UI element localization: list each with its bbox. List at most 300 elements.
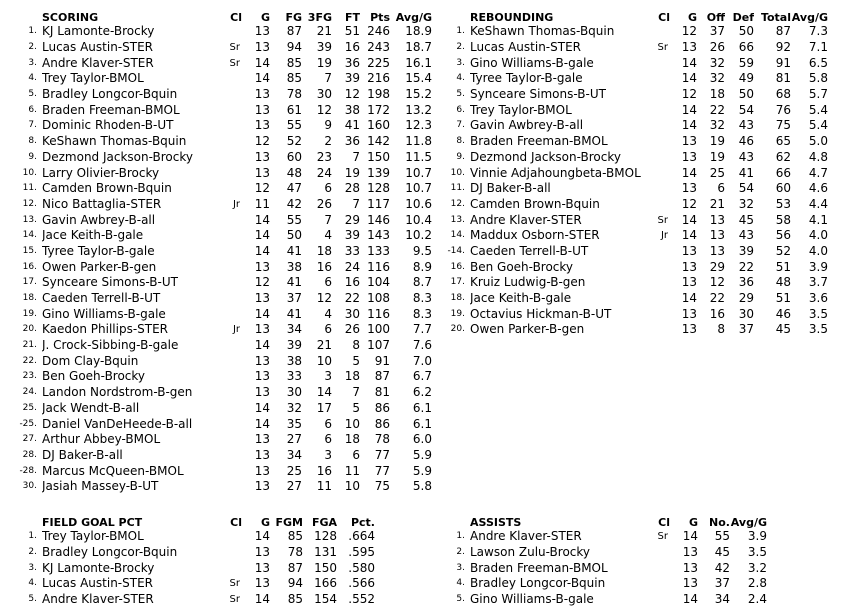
- stat-value: 55: [286, 118, 302, 133]
- stat-value: 43: [738, 118, 754, 133]
- player-name: Octavius Hickman-B-UT: [470, 306, 612, 321]
- class-year: Jr: [232, 198, 240, 210]
- table-row: [436, 275, 828, 291]
- player-name: Camden Brown-Bquin: [470, 196, 600, 211]
- stat-value: 19: [709, 134, 725, 149]
- class-year: [222, 479, 242, 495]
- class-year: [222, 118, 242, 134]
- stat-value: 7.3: [808, 24, 828, 39]
- stat-value: 5: [352, 353, 360, 368]
- rank: 3.: [28, 57, 37, 68]
- stat-value: 216: [367, 71, 390, 86]
- player-name: Vinnie Adjahoungbeta-BMOL: [470, 165, 641, 180]
- stat-value: 21: [316, 338, 332, 353]
- stat-value: 5.4: [808, 118, 828, 133]
- stat-value: 133: [367, 243, 390, 258]
- stat-value: 128: [367, 181, 390, 196]
- stat-value: 56: [775, 228, 791, 243]
- player-name: Gino Williams-B-gale: [470, 55, 594, 70]
- rebounding-table: [436, 8, 828, 338]
- stat-value: 5: [352, 400, 360, 415]
- stat-value: 4.4: [808, 196, 828, 211]
- rank: 3.: [456, 57, 465, 68]
- stat-value: 13: [681, 275, 697, 290]
- stat-value: 150: [314, 560, 337, 575]
- stat-value: 55: [714, 529, 730, 544]
- stat-value: 12: [316, 291, 332, 306]
- stat-value: 29: [344, 212, 360, 227]
- stat-value: 13: [682, 545, 698, 560]
- rank: 12.: [22, 198, 37, 209]
- table-row: [0, 416, 432, 432]
- stat-value: .664: [348, 529, 375, 544]
- stat-value: 54: [738, 181, 754, 196]
- rank: 10.: [22, 167, 37, 178]
- stat-value: 139: [367, 165, 390, 180]
- column-header: Def: [732, 11, 754, 24]
- stat-value: 18: [344, 369, 360, 384]
- table-row: [0, 448, 432, 464]
- stat-value: 32: [709, 71, 725, 86]
- stat-value: 22: [344, 291, 360, 306]
- column-header: FT: [344, 11, 360, 24]
- player-name: Landon Nordstrom-B-gen: [42, 385, 193, 400]
- stat-value: 6: [324, 275, 332, 290]
- player-name: Andre Klaver-STER: [470, 212, 582, 227]
- stat-value: 13: [682, 576, 698, 591]
- table-row: [436, 244, 828, 260]
- player-name: Gino Williams-B-gale: [470, 592, 594, 607]
- stat-value: 86: [374, 416, 390, 431]
- player-name: Kaedon Phillips-STER: [42, 322, 169, 337]
- player-name: Camden Brown-Bquin: [42, 181, 172, 196]
- stat-value: 16: [344, 40, 360, 55]
- stat-value: 46: [775, 306, 791, 321]
- class-year: [650, 24, 670, 40]
- stat-value: 14: [681, 165, 697, 180]
- stat-value: 21: [316, 24, 332, 39]
- player-name: Trey Taylor-BMOL: [470, 102, 572, 117]
- table-row: [0, 71, 432, 87]
- stat-value: 39: [316, 40, 332, 55]
- table-row: [0, 545, 375, 561]
- stat-value: 91: [775, 55, 791, 70]
- rank: -14.: [447, 245, 465, 256]
- stat-value: 7: [324, 71, 332, 86]
- class-year: [222, 338, 242, 354]
- stat-value: 100: [367, 322, 390, 337]
- stat-value: 13: [254, 165, 270, 180]
- class-year: [650, 197, 670, 213]
- stat-value: 7.1: [808, 40, 828, 55]
- stat-value: 7: [352, 196, 360, 211]
- player-name: Andre Klaver-STER: [42, 55, 154, 70]
- rank: 3.: [28, 562, 37, 573]
- stat-value: 2: [324, 134, 332, 149]
- stat-value: 14: [681, 102, 697, 117]
- class-year: [222, 165, 242, 181]
- stat-value: 36: [738, 275, 754, 290]
- table-row: [0, 560, 375, 576]
- player-name: Trey Taylor-BMOL: [42, 529, 144, 544]
- stat-value: 14: [254, 71, 270, 86]
- rank: 15.: [22, 245, 37, 256]
- stat-value: .580: [348, 560, 375, 575]
- rank: 1.: [28, 531, 37, 542]
- player-name: Bradley Longcor-Bquin: [42, 87, 178, 102]
- stat-value: 53: [775, 196, 791, 211]
- stat-value: 117: [367, 196, 390, 211]
- class-year: [650, 275, 670, 291]
- rank: 4.: [28, 73, 37, 84]
- stat-value: 12: [709, 275, 725, 290]
- class-year: [222, 71, 242, 87]
- stat-value: 13: [681, 40, 697, 55]
- stat-value: .566: [348, 576, 375, 591]
- column-header: No.: [709, 516, 730, 529]
- stat-value: 246: [367, 24, 390, 39]
- rank: 6.: [28, 104, 37, 115]
- stat-value: 6: [717, 181, 725, 196]
- scoring-grid: [0, 8, 432, 495]
- stat-value: 3: [324, 369, 332, 384]
- stat-value: 11: [316, 479, 332, 494]
- rank: 5.: [28, 594, 37, 605]
- stat-value: 14: [254, 228, 270, 243]
- class-year: [222, 212, 242, 228]
- stat-value: 81: [374, 385, 390, 400]
- stat-value: 92: [775, 40, 791, 55]
- stat-value: 243: [367, 40, 390, 55]
- stat-value: 4.6: [808, 181, 828, 196]
- stat-value: 3.9: [747, 529, 767, 544]
- stat-value: 48: [775, 275, 791, 290]
- table-row: [436, 118, 828, 134]
- stat-value: .552: [348, 592, 375, 607]
- stat-value: 6: [324, 416, 332, 431]
- stat-value: 13: [709, 228, 725, 243]
- player-name: Maddux Osborn-STER: [470, 228, 600, 243]
- player-name: KeShawn Thomas-Bquin: [470, 24, 615, 39]
- stat-value: 4.8: [808, 149, 828, 164]
- stat-value: 75: [775, 118, 791, 133]
- stat-value: 12: [681, 196, 697, 211]
- rank: 5.: [456, 89, 465, 100]
- player-name: Tyree Taylor-B-gale: [470, 71, 583, 86]
- rank: 24.: [22, 387, 37, 398]
- stat-value: 11: [344, 463, 360, 478]
- stat-value: 3.9: [808, 259, 828, 274]
- class-year: [650, 545, 670, 561]
- header-spacer: [0, 8, 42, 24]
- class-year: [222, 353, 242, 369]
- stat-value: 10.7: [405, 165, 432, 180]
- player-name: Andre Klaver-STER: [470, 529, 582, 544]
- table-row: [0, 150, 432, 166]
- table-row: [0, 212, 432, 228]
- stat-value: 18.7: [405, 40, 432, 55]
- player-name: Gavin Awbrey-B-all: [42, 212, 156, 227]
- stat-value: 13: [681, 306, 697, 321]
- stat-value: 18: [316, 243, 332, 258]
- class-year: [222, 545, 242, 561]
- player-name: Owen Parker-B-gen: [470, 322, 585, 337]
- stat-value: 32: [738, 196, 754, 211]
- stat-value: 18.9: [405, 24, 432, 39]
- header-spacer: [0, 513, 42, 529]
- stat-value: 2.8: [747, 576, 767, 591]
- rank: 13.: [22, 214, 37, 225]
- stat-value: 15.4: [405, 71, 432, 86]
- stat-value: 21: [709, 196, 725, 211]
- class-year: [222, 181, 242, 197]
- stat-value: 26: [344, 322, 360, 337]
- stat-value: 78: [374, 432, 390, 447]
- player-name: Larry Olivier-Brocky: [42, 165, 160, 180]
- player-name: Trey Taylor-BMOL: [42, 71, 144, 86]
- stat-value: 14: [316, 385, 332, 400]
- stat-value: 33: [344, 243, 360, 258]
- rank: 18.: [22, 293, 37, 304]
- stat-value: 28: [344, 181, 360, 196]
- table-row: [0, 87, 432, 103]
- stat-value: 39: [286, 338, 302, 353]
- table-row: [0, 592, 375, 608]
- class-year: [650, 87, 670, 103]
- stat-value: 150: [367, 149, 390, 164]
- stat-value: 9: [324, 118, 332, 133]
- stat-value: 45: [775, 322, 791, 337]
- table-row: [0, 275, 432, 291]
- stat-value: 30: [344, 306, 360, 321]
- player-name: Ben Goeh-Brocky: [470, 259, 574, 274]
- stat-value: 14: [681, 291, 697, 306]
- table-row: [0, 479, 432, 495]
- stat-value: 172: [367, 102, 390, 117]
- column-header: Pct.: [350, 516, 375, 529]
- stat-value: 108: [367, 291, 390, 306]
- player-name: Dom Clay-Bquin: [42, 353, 139, 368]
- stat-value: 8.3: [412, 291, 432, 306]
- rank: 1.: [456, 531, 465, 542]
- player-name: Dominic Rhoden-B-UT: [42, 118, 174, 133]
- table-row: [436, 134, 828, 150]
- rank: 23.: [22, 371, 37, 382]
- player-name: Jace Keith-B-gale: [42, 228, 144, 243]
- table-row: [436, 322, 828, 338]
- stat-value: 3: [324, 447, 332, 462]
- stat-value: 32: [709, 55, 725, 70]
- stat-value: 166: [314, 576, 337, 591]
- rebounding-grid: [436, 8, 828, 338]
- class-year: [222, 134, 242, 150]
- stat-value: 13: [254, 369, 270, 384]
- table-row: [436, 529, 767, 545]
- class-year: [222, 228, 242, 244]
- class-year: Jr: [232, 324, 240, 336]
- stat-value: 30: [316, 87, 332, 102]
- stat-value: 42: [286, 196, 302, 211]
- stat-value: 22: [709, 102, 725, 117]
- class-year: Sr: [657, 42, 668, 54]
- class-year: Sr: [229, 42, 240, 54]
- player-name: KJ Lamonte-Brocky: [42, 24, 155, 39]
- stat-value: 225: [367, 55, 390, 70]
- column-header: G: [687, 11, 697, 24]
- stat-value: 33: [286, 369, 302, 384]
- assists-grid: [436, 513, 767, 607]
- stat-value: 38: [286, 259, 302, 274]
- stat-value: 3.5: [747, 545, 767, 560]
- stat-value: 13: [681, 243, 697, 258]
- rank: 1.: [28, 26, 37, 37]
- stat-value: 23: [316, 149, 332, 164]
- stat-value: 146: [367, 212, 390, 227]
- rank: 2.: [456, 547, 465, 558]
- stat-value: 19: [344, 165, 360, 180]
- column-header: G: [260, 11, 270, 24]
- stat-value: 198: [367, 87, 390, 102]
- stat-value: 10: [344, 416, 360, 431]
- stat-value: 9.5: [412, 243, 432, 258]
- stat-value: 85: [286, 55, 302, 70]
- stat-value: 7: [352, 385, 360, 400]
- stat-value: 85: [287, 592, 303, 607]
- column-header: Total: [760, 11, 791, 24]
- stat-value: 16: [316, 259, 332, 274]
- table-row: [436, 24, 828, 40]
- stat-value: 58: [775, 212, 791, 227]
- rank: 13.: [450, 214, 465, 225]
- stat-value: 36: [344, 55, 360, 70]
- stat-value: 50: [286, 228, 302, 243]
- stat-value: 49: [738, 71, 754, 86]
- stat-value: 131: [314, 545, 337, 560]
- class-year: [650, 322, 670, 338]
- stat-value: 13: [254, 447, 270, 462]
- table-row: [0, 259, 432, 275]
- stat-value: 48: [286, 165, 302, 180]
- scoring-table: [0, 8, 432, 495]
- stat-value: 22: [738, 259, 754, 274]
- table-row: [0, 55, 432, 71]
- class-year: [650, 306, 670, 322]
- stat-value: 52: [775, 243, 791, 258]
- class-year: [222, 560, 242, 576]
- stat-value: 8.3: [412, 306, 432, 321]
- stat-value: 14: [681, 55, 697, 70]
- column-header: FGM: [275, 516, 303, 529]
- table-row: [0, 118, 432, 134]
- stat-value: 154: [314, 592, 337, 607]
- field-goal-pct-grid: [0, 513, 375, 607]
- stat-value: 7: [324, 212, 332, 227]
- stat-value: 19: [709, 149, 725, 164]
- stat-value: 6.1: [412, 416, 432, 431]
- stat-value: 12: [254, 275, 270, 290]
- class-year: [650, 150, 670, 166]
- stat-value: 12: [681, 24, 697, 39]
- player-name: J. Crock-Sibbing-B-gale: [42, 338, 179, 353]
- stat-value: 6.5: [808, 55, 828, 70]
- table-row: [0, 338, 432, 354]
- table-row: [436, 560, 767, 576]
- table-row: [0, 322, 432, 338]
- rank: 2.: [28, 42, 37, 53]
- stat-value: 7.6: [412, 338, 432, 353]
- table-row: [0, 369, 432, 385]
- table-row: [0, 401, 432, 417]
- stat-value: 77: [374, 447, 390, 462]
- class-year: Sr: [657, 214, 668, 226]
- stat-value: 13: [254, 259, 270, 274]
- stat-value: 13: [709, 243, 725, 258]
- rank: 2.: [456, 42, 465, 53]
- section-title: REBOUNDING: [470, 11, 554, 24]
- stat-value: 87: [286, 24, 302, 39]
- rank: 17.: [22, 277, 37, 288]
- stat-value: 30: [738, 306, 754, 321]
- stat-value: 14: [681, 228, 697, 243]
- rank: 8.: [456, 136, 465, 147]
- stat-value: 3.5: [808, 322, 828, 337]
- column-header: G: [260, 516, 270, 529]
- rank: -28.: [19, 465, 37, 476]
- stat-value: 10.2: [405, 228, 432, 243]
- stat-value: 34: [286, 447, 302, 462]
- class-year: [650, 244, 670, 260]
- stat-value: 13: [682, 560, 698, 575]
- stat-value: 13: [254, 291, 270, 306]
- stat-value: 5.4: [808, 102, 828, 117]
- table-row: [0, 244, 432, 260]
- table-row: [0, 165, 432, 181]
- stat-value: 51: [775, 259, 791, 274]
- stat-value: 14: [254, 212, 270, 227]
- player-name: Braden Freeman-BMOL: [470, 134, 608, 149]
- table-row: [0, 306, 432, 322]
- stat-value: 11.5: [405, 149, 432, 164]
- player-name: Jace Keith-B-gale: [470, 291, 572, 306]
- stat-value: 37: [286, 291, 302, 306]
- stat-value: 39: [344, 71, 360, 86]
- rank: 17.: [450, 277, 465, 288]
- class-year: Jr: [660, 230, 668, 242]
- player-name: DJ Baker-B-all: [42, 447, 123, 462]
- assists-table: [436, 513, 767, 607]
- stat-value: 26: [316, 196, 332, 211]
- stat-value: 24: [316, 165, 332, 180]
- stat-value: 13: [254, 353, 270, 368]
- stat-value: 7: [352, 149, 360, 164]
- stat-value: 43: [738, 228, 754, 243]
- player-name: Arthur Abbey-BMOL: [42, 432, 161, 447]
- stat-value: 6: [352, 447, 360, 462]
- stat-value: 27: [286, 432, 302, 447]
- field-goal-pct-table: [0, 513, 375, 607]
- table-row: [0, 385, 432, 401]
- rank: 16.: [22, 261, 37, 272]
- player-name: Synceare Simons-B-UT: [42, 275, 178, 290]
- table-row: [436, 55, 828, 71]
- stat-value: 41: [286, 306, 302, 321]
- rank: 1.: [456, 26, 465, 37]
- table-row: [436, 102, 828, 118]
- class-year: [650, 259, 670, 275]
- stat-value: 13: [254, 479, 270, 494]
- stat-value: 87: [775, 24, 791, 39]
- class-year: [222, 432, 242, 448]
